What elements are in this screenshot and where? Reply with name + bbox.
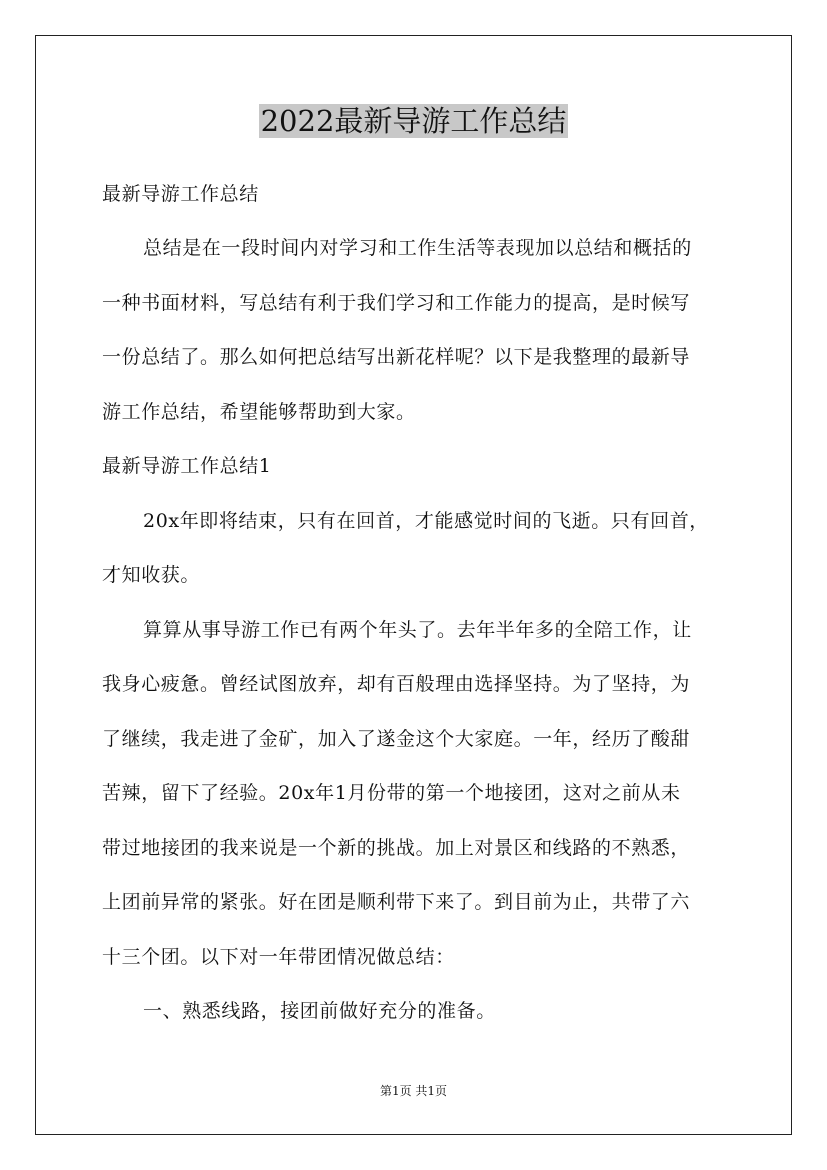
paragraph-line: 才知收获。 bbox=[102, 564, 201, 586]
paragraph-line: 十三个团。以下对一年带团情况做总结： bbox=[102, 946, 455, 968]
paragraph-line: 游工作总结，希望能够帮助到大家。 bbox=[102, 401, 416, 423]
paragraph-line: 苦辣，留下了经验。20x年1月份带的第一个地接团，这对之前从未 bbox=[102, 782, 681, 804]
paragraph-line: 一、熟悉线路，接团前做好充分的准备。 bbox=[143, 1000, 496, 1022]
page-number-footer: 第1页 共1页 bbox=[379, 1084, 448, 1098]
paragraph-line: 一份总结了。那么如何把总结写出新花样呢？以下是我整理的最新导 bbox=[102, 346, 691, 368]
paragraph-line: 20x年即将结束，只有在回首，才能感觉时间的飞逝。只有回首， bbox=[143, 510, 709, 532]
document-title bbox=[0, 100, 827, 142]
paragraph-line: 我身心疲惫。曾经试图放弃，却有百般理由选择坚持。为了坚持，为 bbox=[102, 673, 691, 695]
paragraph-line: 带过地接团的我来说是一个新的挑战。加上对景区和线路的不熟悉， bbox=[102, 837, 691, 859]
paragraph-line: 总结是在一段时间内对学习和工作生活等表现加以总结和概括的 bbox=[143, 237, 692, 259]
document-title-text: 2022最新导游工作总结 bbox=[260, 104, 567, 138]
section-heading: 最新导游工作总结 bbox=[102, 183, 259, 205]
paragraph-line: 了继续，我走进了金矿，加入了遂金这个大家庭。一年，经历了酸甜 bbox=[102, 728, 691, 750]
paragraph-line: 一种书面材料，写总结有利于我们学习和工作能力的提高，是时候写 bbox=[102, 292, 691, 314]
paragraph-line: 算算从事导游工作已有两个年头了。去年半年多的全陪工作，让 bbox=[143, 619, 692, 641]
section-heading: 最新导游工作总结1 bbox=[102, 455, 272, 477]
paragraph-line: 上团前异常的紧张。好在团是顺利带下来了。到目前为止，共带了六 bbox=[102, 891, 691, 913]
